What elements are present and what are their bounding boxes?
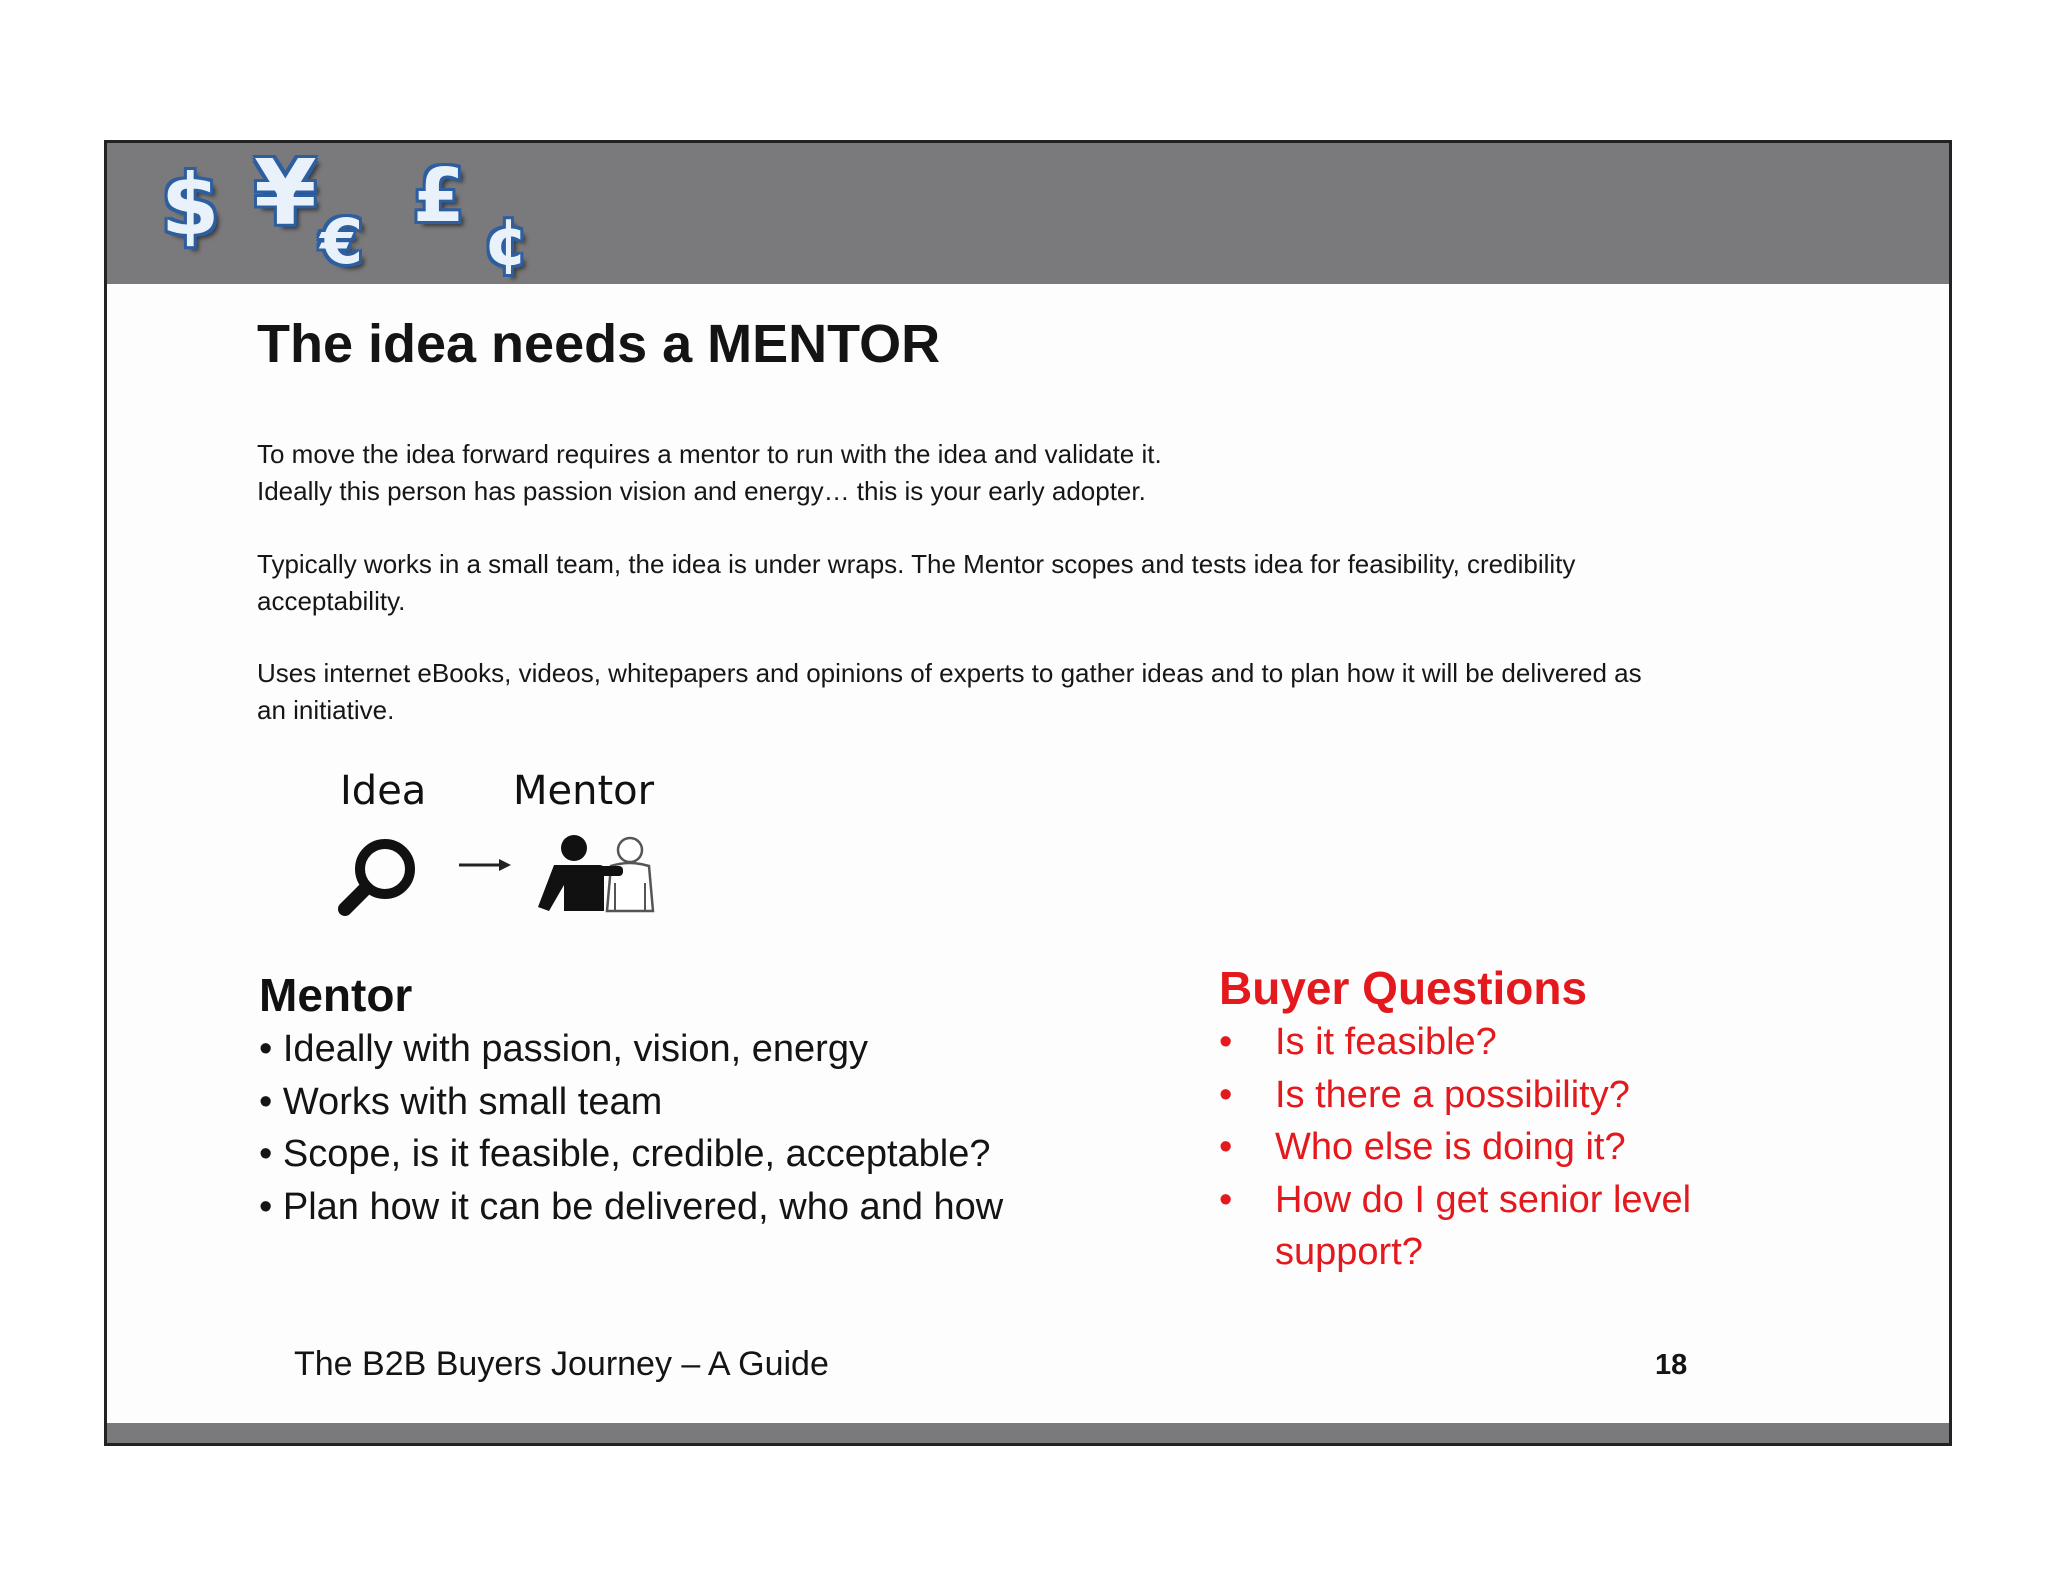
cent-icon: ¢	[484, 206, 529, 280]
list-item-text: Scope, is it feasible, credible, acceptable?	[282, 1133, 991, 1175]
diagram-graphics	[107, 143, 807, 943]
list-item	[259, 1128, 1003, 1181]
bullet: •	[1219, 1073, 1233, 1116]
page-title: The idea needs a MENTOR	[257, 314, 941, 374]
footer-band	[107, 1423, 1949, 1443]
euro-icon: €	[320, 205, 364, 278]
list-item	[1219, 1069, 1739, 1122]
buyer-questions-heading: Buyer Questions	[1219, 962, 1588, 1014]
paragraph-line: an initiative.	[257, 695, 395, 725]
bullet: •	[1219, 1126, 1233, 1168]
bullet: •	[259, 1080, 273, 1123]
list-item	[259, 1076, 1003, 1129]
bullet: •	[1219, 1021, 1233, 1063]
paragraph-line: acceptability.	[257, 586, 406, 616]
paragraph-line: Uses internet eBooks, videos, whitepapers and opinions of experts to gather ideas and to plan how it will be delivered as	[257, 658, 1642, 688]
footer-title: The B2B Buyers Journey – A Guide	[294, 1345, 829, 1383]
arrow-icon	[459, 859, 511, 871]
list-item-text: Plan how it can be delivered, who and how	[282, 1185, 1004, 1228]
idea-label: Idea	[340, 768, 427, 814]
list-item-text: Is there a possibility?	[1275, 1073, 1630, 1116]
paragraph-line: Ideally this person has passion vision and energy… this is your early adopter.	[257, 476, 1146, 506]
bullet: •	[259, 1133, 273, 1175]
dollar-icon: $	[161, 156, 220, 254]
pound-icon: £	[413, 153, 465, 239]
list-item-text: Ideally with passion, vision, energy	[282, 1028, 868, 1070]
list-item	[259, 1181, 1003, 1234]
yen-icon: ¥	[254, 141, 317, 246]
list-item	[1219, 1174, 1739, 1279]
page-number: 18	[1655, 1349, 1688, 1381]
paragraph-line: Typically works in a small team, the idea is under wraps. The Mentor scopes and tests idea for feasibility, credibility	[257, 549, 1576, 579]
magnifier-icon	[345, 844, 410, 909]
list-item	[259, 1023, 1003, 1076]
bullet: •	[259, 1028, 273, 1070]
bullet: •	[259, 1185, 273, 1228]
list-item	[1219, 1121, 1739, 1174]
list-item-text: Is it feasible?	[1275, 1021, 1497, 1063]
mentor-heading: Mentor	[259, 969, 413, 1021]
mentor-people-icon	[538, 835, 653, 911]
mentor-list	[259, 1023, 1003, 1233]
paragraph-line: To move the idea forward requires a mentor to run with the idea and validate it.	[257, 439, 1162, 469]
slide	[104, 140, 1952, 1446]
list-item-text: How do I get senior level support?	[1275, 1178, 1692, 1273]
bullet: •	[1219, 1178, 1233, 1221]
list-item	[1219, 1016, 1739, 1069]
list-item-text: Who else is doing it?	[1275, 1126, 1626, 1168]
list-item-text: Works with small team	[282, 1080, 663, 1123]
buyer-questions-list	[1219, 1016, 1739, 1279]
mentor-label: Mentor	[513, 768, 655, 814]
